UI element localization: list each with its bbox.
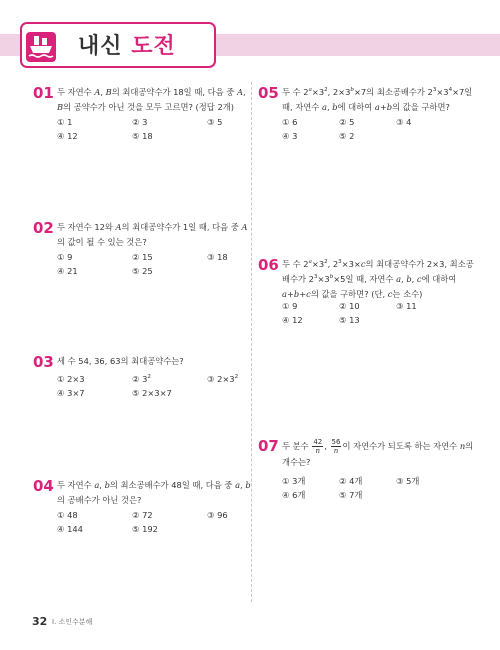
option-3[interactable]: ③ 18 [207, 252, 228, 262]
question-number: 02 [33, 219, 54, 237]
question-text: 두 수 $2^a\times 3^2$, $2^3\times 3\times c$의 최대공약수가 2×3, 최소공배수가 $2^3\times 3^b\times 5$일 때, 자연수 a, b, c에 대하여 a+b+c의 값을 구하면? (단, c는 소수) [282, 259, 474, 299]
option-3[interactable]: ③ 5개 [396, 476, 420, 486]
question-text: 두 자연수 a, b의 최소공배수가 48일 때, 다음 중 a, b의 공배수가 아닌 것은? [57, 480, 251, 505]
question-text: 두 수 $2^a\times 3^2$, $2\times 3^b\times 7$의 최소공배수가 $2^3\times 3^4\times 7$일 때, 자연수 a, b에 대하여 a+b의 값을 구하면? [282, 87, 473, 112]
column-divider [251, 82, 252, 602]
option-4[interactable]: ④ 3 [282, 131, 298, 141]
question-number: 04 [33, 477, 54, 495]
option-5[interactable]: ⑤ 2 [339, 131, 355, 141]
option-2[interactable]: ② 3 [132, 117, 148, 127]
option-3[interactable]: ③ 4 [396, 117, 412, 127]
option-5[interactable]: ⑤ 25 [132, 266, 153, 276]
option-1[interactable]: ① 9 [57, 252, 73, 262]
option-2[interactable]: ② $3^2$ [132, 374, 151, 384]
option-4[interactable]: ④ 144 [57, 524, 83, 534]
option-3[interactable]: ③ 96 [207, 510, 228, 520]
option-5[interactable]: ⑤ 18 [132, 131, 153, 141]
option-5[interactable]: ⑤ 7개 [339, 490, 363, 500]
page-number: 32 [32, 615, 48, 628]
option-2[interactable]: ② 4개 [339, 476, 363, 486]
option-4[interactable]: ④ 3×7 [57, 388, 85, 398]
question-text: 두 분수 $\frac{42}{n}$ , $\frac{56}{n}$ 이 자연수가 되도록 하는 자연수 n의 개수는? [282, 438, 474, 467]
question-number: 01 [33, 84, 54, 102]
option-1[interactable]: ① 3개 [282, 476, 306, 486]
question-text: 세 수 54, 36, 63의 최대공약수는? [57, 356, 184, 366]
option-5[interactable]: ⑤ 192 [132, 524, 158, 534]
option-3[interactable]: ③ $2\times 3^2$ [207, 374, 239, 384]
option-1[interactable]: ① 48 [57, 510, 78, 520]
chapter-label: I. 소인수분해 [52, 618, 93, 626]
option-5[interactable]: ⑤ 13 [339, 315, 360, 325]
page-title: 내신 도전 [78, 34, 176, 59]
option-1[interactable]: ① 2×3 [57, 374, 85, 384]
option-1[interactable]: ① 1 [57, 117, 73, 127]
option-1[interactable]: ① 6 [282, 117, 298, 127]
option-4[interactable]: ④ 12 [57, 131, 78, 141]
option-4[interactable]: ④ 12 [282, 315, 303, 325]
question-number: 03 [33, 353, 54, 371]
ship-icon [22, 26, 60, 64]
option-4[interactable]: ④ 6개 [282, 490, 306, 500]
option-3[interactable]: ③ 5 [207, 117, 223, 127]
question-number: 06 [258, 256, 279, 274]
question-number: 07 [258, 437, 279, 455]
question-text: 두 자연수 12와 A의 최대공약수가 1일 때, 다음 중 A의 값이 될 수 있는 것은? [57, 222, 248, 247]
option-4[interactable]: ④ 21 [57, 266, 78, 276]
question-number: 05 [258, 84, 279, 102]
option-2[interactable]: ② 10 [339, 301, 360, 311]
question-text: 두 자연수 A, B의 최대공약수가 18일 때, 다음 중 A, B의 공약수가 아닌 것을 모두 고르면? (정답 2개) [57, 87, 246, 112]
option-2[interactable]: ② 72 [132, 510, 153, 520]
option-5[interactable]: ⑤ 2×3×7 [132, 388, 172, 398]
option-2[interactable]: ② 15 [132, 252, 153, 262]
option-2[interactable]: ② 5 [339, 117, 355, 127]
option-1[interactable]: ① 9 [282, 301, 298, 311]
option-3[interactable]: ③ 11 [396, 301, 417, 311]
